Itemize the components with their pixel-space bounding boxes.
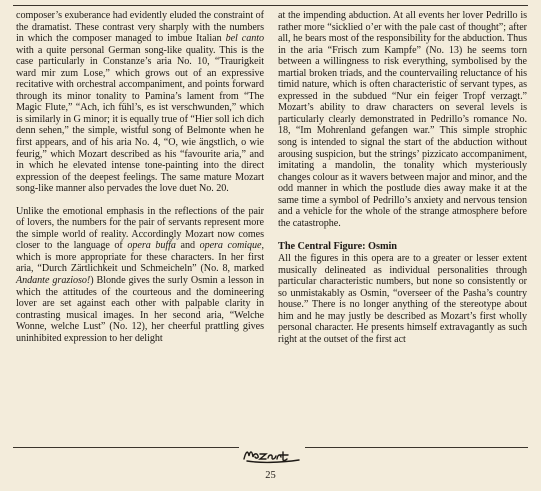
- left-paragraph-2: Unlike the emotional emphasis in the reflections of the pair of lovers, the numbers for the pair of servants represent more the simple world of reality. Accordingly Mozart now comes closer to the language of opera buffa and opera comique, which is more appropriate for these characters. In her first aria, “Durch Zärtlichkeit und Schmeicheln” (No. 8, marked Andante grazioso!) Blonde gives the surly Osmin a lesson in which the attitudes of the courteous and the domineering lover are set against each other with palpable clarity in contrasting musical images. In her second aria, “Welche Wonne, welche Lust” (No. 12), her cheerful prattling gives uninhibited expression to her delight: [16, 205, 264, 344]
- section-heading: The Central Figure: Osmin: [278, 241, 397, 253]
- top-rule: [13, 5, 528, 6]
- mozart-logo: [239, 445, 305, 465]
- right-paragraph-2: All the figures in this opera are to a greater or lesser extent musically delineated as individual personalities through particular characteristic numbers, but none so consistently or so unmistakably as Osmin, “overseer of the Pasha’s country house.” There is no longer anything of the stereotype about him and he may justly be described as Mozart’s first wholly personal character. He presents himself extravagantly as such right at the outset of the first act: [278, 253, 527, 346]
- right-column: [278, 10, 527, 346]
- mozart-signature-icon: [239, 445, 305, 465]
- right-paragraph-1: at the impending abduction. At all events her lover Pedrillo is rather more “sicklied o’er with the pale cast of thought”; after all, he bears most of the responsibility for the abduction. Thus in the aria “Frisch zum Kampfe” (No. 13) he seems torn between a willingness to risk everything, symbolised by the martial broken triads, and the countervailing reluctance of his timid nature, which is often characteristic of servant types, as expressed in the subdued “Nur ein feiger Tropf verzagt.” Mozart’s ability to draw characters on several levels is particularly clearly demonstrated in Pedrillo’s romance No. 18, “Im Mohrenland gefangen war.” This simple strophic song is intended to signal the start of the abduction without arousing suspicion, but the strings’ pizzicato accompaniment, imitating a mandolin, the tonality which mysteriously changes colour as it wavers between major and minor, and the odd manner in which the postlude dies away make it at the same time a symbol of Pedrillo’s anxiety and nervous tension and a vehicle for the whole of the strange atmosphere before the catastrophe.: [278, 10, 527, 229]
- left-paragraph-1: composer’s exuberance had evidently eluded the constraint of the dramatist. These contrast very sharply with the numbers in which the composer managed to imbue Italian bel canto with a quite personal German song-like quality. This is the case particularly in Constanze’s aria No. 10, “Traurigkeit ward mir zum Lose,” which grows out of an expressive recitative with orchestral accompaniment, and points forward through its minor tonality to Pamina’s lament from “The Magic Flute,” “Ach, ich fühl’s, es ist verschwunden,” which is similarly in G minor; it is equally true of “Hier soll ich dich denn sehen,” the simple, wistful song of Belmonte when he first appears, and of his aria No. 4, “O, wie ängstlich, o wie feurig,” which Mozart described as his “favourite aria,” and in which he elevated intense tone-painting into the direct expression of the deepest feelings. The same mature Mozart song-like manner also pervades the love duet No. 20.: [16, 10, 264, 195]
- left-column: [16, 10, 264, 344]
- page-number: 25: [265, 470, 276, 481]
